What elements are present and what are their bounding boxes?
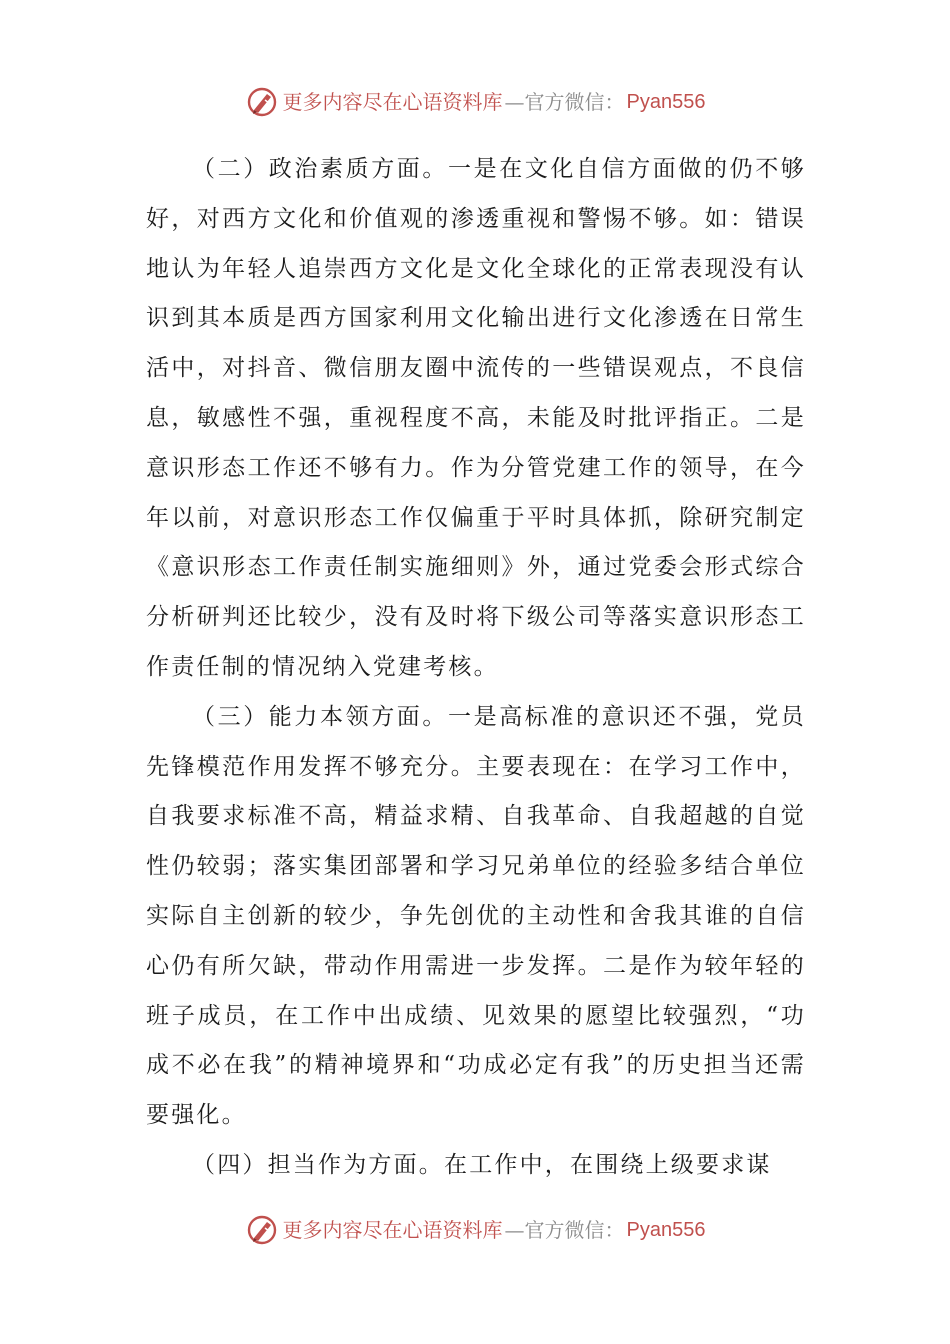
- watermark-text: 更多内容尽在心语资料库: [282, 90, 503, 114]
- watermark-text: 更多内容尽在心语资料库: [282, 1218, 503, 1242]
- watermark-wechat-id: Pyan556: [626, 91, 706, 113]
- pen-logo-icon: [245, 1213, 279, 1247]
- header-watermark: [0, 82, 950, 122]
- watermark-wechat-id: Pyan556: [626, 1219, 706, 1241]
- document-body: [146, 145, 806, 1191]
- paragraph-responsibility: （四）担当作为方面。在工作中，在围绕上级要求谋: [192, 1151, 772, 1178]
- footer-watermark: [0, 1210, 950, 1250]
- paragraph-political-quality: （二）政治素质方面。一是在文化自信方面做的仍不够好，对西方文化和价值观的渗透重视和警惕不够。如：错误地认为年轻人追崇西方文化是文化全球化的正常表现没有认识到其本质是西方国家利用文化输出进行文化渗透在日常生活中，对抖音、微信朋友圈中流传的一些错误观点，不良信息，敏感性不强，重视程度不高，未能及时批评指正。二是意识形态工作还不够有力。作为分管党建工作的领导，在今年以前，对意识形态工作仅偏重于平时具体抓，除研究制定《意识形态工作责任制实施细则》外，通过党委会形式综合分析研判还比较少，没有及时将下级公司等落实意识形态工作责任制的情况纳入党建考核。: [146, 156, 806, 680]
- pen-logo-icon: [245, 85, 279, 119]
- watermark-separator: —官方微信：: [504, 90, 625, 114]
- paragraph-ability: （三）能力本领方面。一是高标准的意识还不强，党员先锋模范作用发挥不够充分。主要表现在：在学习工作中，自我要求标准不高，精益求精、自我革命、自我超越的自觉性仍较弱；落实集团部署和学习兄弟单位的经验多结合单位实际自主创新的较少，争先创优的主动性和舍我其谁的自信心仍有所欠缺，带动作用需进一步发挥。二是作为较年轻的班子成员，在工作中出成绩、见效果的愿望比较强烈，“功成不必在我”的精神境界和“功成必定有我”的历史担当还需要强化。: [146, 703, 806, 1129]
- watermark-separator: —官方微信：: [504, 1218, 625, 1242]
